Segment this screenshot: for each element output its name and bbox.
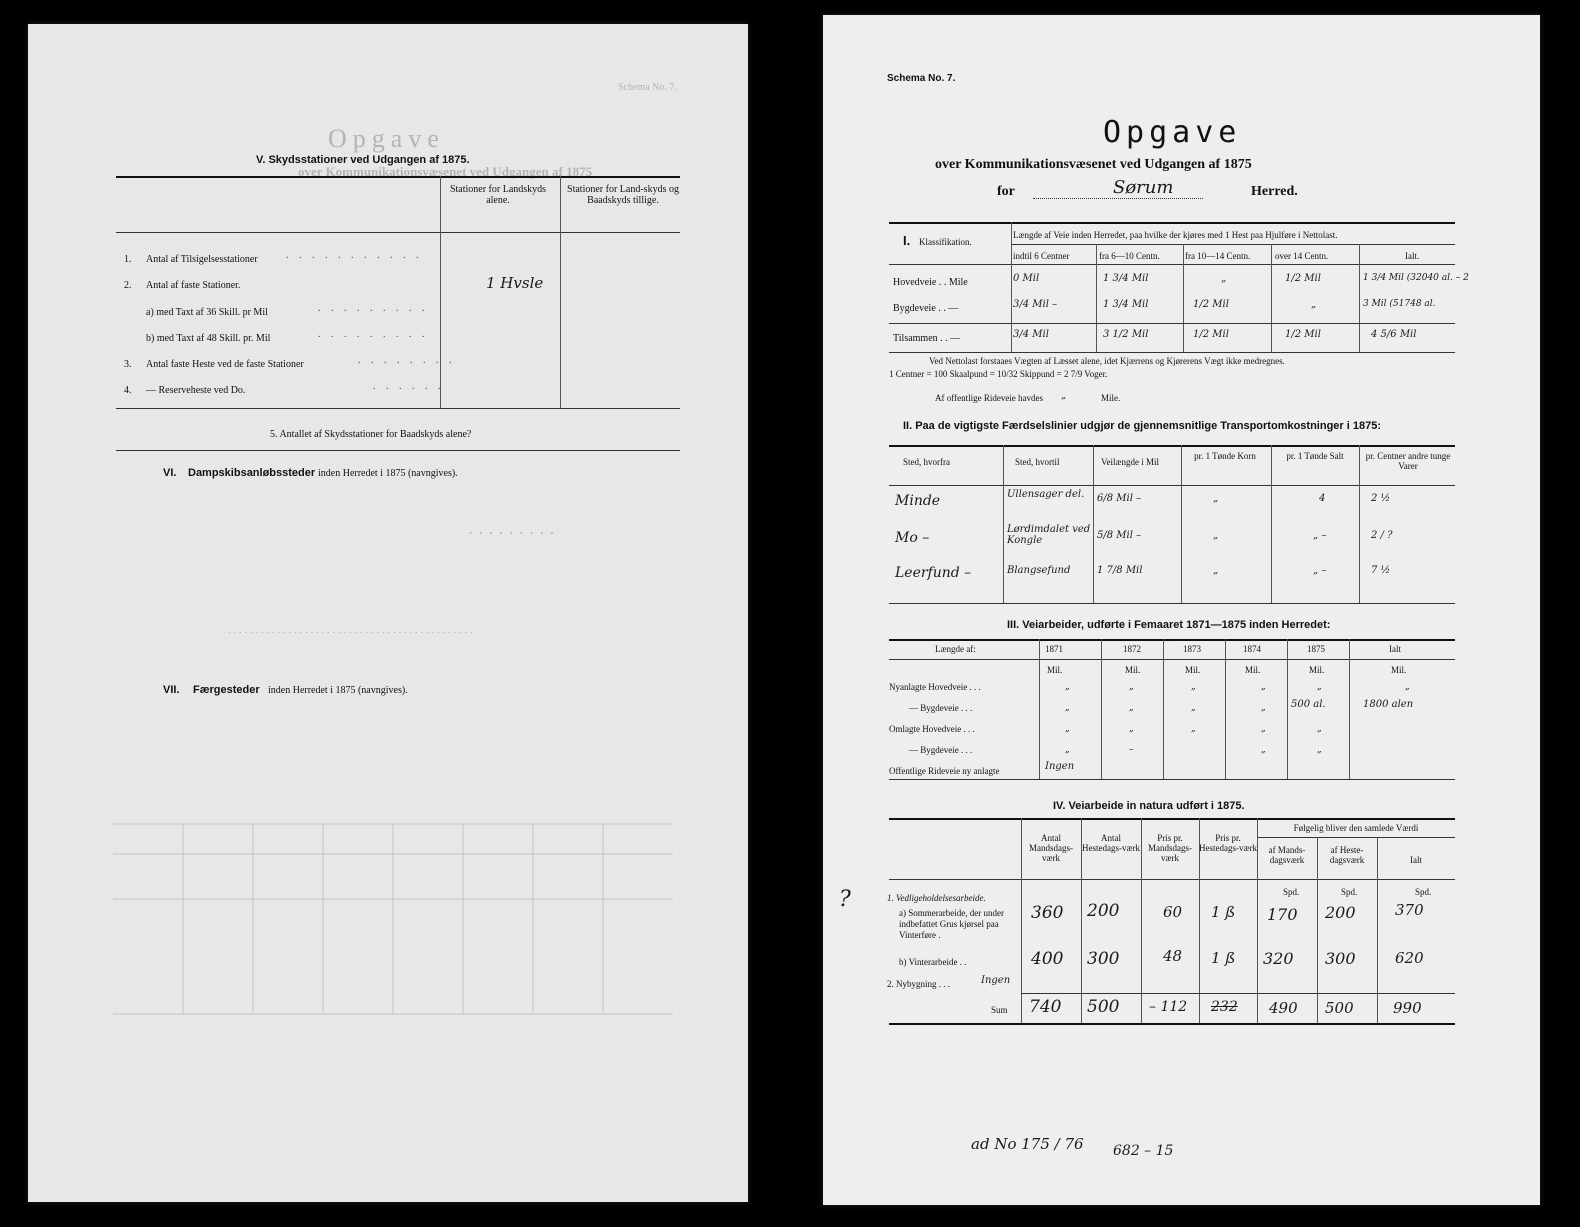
sec1-cell: 1/2 Mil bbox=[1285, 329, 1321, 340]
sec3-cell: Ingen bbox=[1045, 761, 1075, 772]
ride-label: Af offentlige Rideveie havdes bbox=[935, 393, 1044, 403]
sec3-row-label: — Bygdeveie . . . bbox=[909, 703, 973, 713]
sec3-cell: „ bbox=[1261, 682, 1266, 692]
sec1-cell: 1/2 Mil bbox=[1285, 273, 1321, 284]
sec4-cell: 1 ß bbox=[1211, 949, 1236, 967]
sec3-cell: „ bbox=[1065, 682, 1070, 692]
sec4-col: af Mands-dagsværk bbox=[1268, 845, 1306, 865]
row-label: Antal af Tilsigelsesstationer bbox=[146, 254, 258, 265]
sec2-col: Veilængde i Mil bbox=[1101, 457, 1159, 467]
sec2-korn: „ bbox=[1213, 565, 1219, 576]
sec3-unit: Mil. bbox=[1391, 665, 1407, 675]
sec4-cell: 740 bbox=[1029, 997, 1062, 1017]
sec1-row-label: Tilsammen . . — bbox=[893, 333, 961, 344]
ghost-schema: Schema No. 7. bbox=[618, 82, 677, 93]
sec1-note2: 1 Centner = 100 Skaalpund = 10/32 Skippund = 2 7/9 Voger. bbox=[889, 369, 1108, 379]
sec3-year: Ialt bbox=[1389, 644, 1401, 654]
sec4-col: af Heste-dagsværk bbox=[1329, 845, 1365, 865]
schema-label: Schema No. 7. bbox=[887, 73, 956, 84]
sec3-unit: Mil. bbox=[1309, 665, 1325, 675]
sec2-len: 1 7/8 Mil bbox=[1097, 565, 1143, 576]
sec3-cell: „ bbox=[1191, 724, 1196, 734]
sec2-title: II. Paa de vigtigste Færdselslinier udgjør de gjennemsnitlige Transportomkostninger i 1875: bbox=[903, 420, 1382, 432]
sec1-cell: 1 3/4 Mil bbox=[1103, 273, 1149, 284]
sec3-cell: „ bbox=[1065, 745, 1070, 755]
sec4-cell: 320 bbox=[1263, 949, 1294, 968]
sec4-cell: 360 bbox=[1031, 903, 1064, 923]
sec4-col: Ialt bbox=[1410, 855, 1422, 865]
sec1-cell: „ bbox=[1311, 299, 1317, 310]
sec2-salt: 4 bbox=[1319, 493, 1326, 504]
sec3-cell: „ bbox=[1129, 703, 1134, 713]
sec3-cell: „ bbox=[1317, 682, 1322, 692]
left-page: Schema No. 7. Opgave over Kommunikationsvæsenet ved Udgangen af 1875 V. Skydsstationer ved Udgangen af 1875. Stationer for Landskyds alene. Stationer for Land-skyds og Baadskyds tillige. 1. Antal af Tilsigelsesstationer . . . . . . . . . . . 2. Antal af faste Stationer. 1 Hvsle a) med Taxt af 36 Skill. pr Mil . . . . . . . . . b) med Taxt af 48 Skill. pr. Mil . . . . . . . . . 3. Antal faste Heste ved de faste Stationer . . . . . . . . 4. — Reserveheste ved Do. . . . . . . 5. Antallet af Skydsstationer for Baadskyds alene? VI. Dampskibsanløbssteder inden Herredet i 1875 (navngives). . . . . . . . . . . . . . . . . . . . . . . . . . . . . . . . . . . . . . . . . . . . . . . . . . . . . . . VII. Færgesteder inden Herredet i 1875 (navngives). bbox=[28, 24, 748, 1202]
sec1-cell: 0 Mil bbox=[1013, 273, 1040, 284]
for-label: for bbox=[997, 184, 1015, 199]
sec3-cell: „ bbox=[1191, 703, 1196, 713]
sec2-varer: 2 ½ bbox=[1371, 493, 1391, 504]
sec4-cell: 1 ß bbox=[1211, 903, 1236, 921]
sec2-col: Sted, hvortil bbox=[1015, 457, 1060, 467]
sec4-cell: 490 bbox=[1269, 999, 1298, 1017]
sec4-col: Antal Hestedags-værk bbox=[1082, 833, 1140, 853]
sec1-label: Klassifikation. bbox=[919, 237, 972, 247]
right-page bbox=[823, 15, 1540, 1205]
sec2-varer: 7 ½ bbox=[1371, 565, 1391, 576]
sec3-year: 1873 bbox=[1183, 644, 1201, 654]
sec1-cell: 1 3/4 Mil (32040 al. – 2 bbox=[1363, 273, 1469, 283]
sec4-cell: 232 bbox=[1211, 999, 1238, 1015]
sec1-cell: „ bbox=[1221, 273, 1227, 284]
sec4-col: Pris pr. Mandsdags-værk bbox=[1148, 833, 1192, 863]
sec3-len-label: Længde af: bbox=[935, 644, 976, 654]
row-label: b) med Taxt af 48 Skill. pr. Mil bbox=[146, 333, 271, 344]
sec4-cell: 990 bbox=[1393, 999, 1422, 1017]
sec3-cell: „ bbox=[1065, 703, 1070, 713]
sec3-cell: „ bbox=[1191, 682, 1196, 692]
row-label: Antal faste Heste ved de faste Stationer bbox=[146, 359, 304, 370]
sec4-cell: 400 bbox=[1031, 949, 1064, 969]
sec2-len: 6/8 Mil – bbox=[1097, 493, 1142, 504]
sec4-cell: 48 bbox=[1163, 947, 1183, 965]
sec4-cell: 200 bbox=[1087, 901, 1120, 921]
section-vi-num: VI. bbox=[163, 467, 177, 479]
sec3-row-label: Offentlige Rideveie ny anlagte bbox=[889, 766, 1000, 776]
sec4-row-label: 1. Vedligeholdelsesarbeide. bbox=[887, 893, 986, 903]
sec4-cell: Ingen bbox=[981, 975, 1011, 986]
sec3-cell: „ bbox=[1129, 682, 1134, 692]
spd-label: Spd. bbox=[1283, 887, 1300, 897]
sec1-row-label: Hovedveie . . Mile bbox=[893, 277, 968, 288]
sec1-cell: 3/4 Mil bbox=[1013, 329, 1049, 340]
row-label: Antal af faste Stationer. bbox=[146, 280, 241, 291]
sec2-len: 5/8 Mil – bbox=[1097, 530, 1142, 541]
sec4-cell: 620 bbox=[1395, 949, 1424, 967]
sec3-unit: Mil. bbox=[1047, 665, 1063, 675]
section-vii-rest: inden Herredet i 1875 (navngives). bbox=[268, 685, 408, 696]
margin-mark: ? bbox=[839, 887, 851, 912]
sec1-cell: 3 Mil (51748 al. bbox=[1363, 299, 1436, 309]
sec2-salt: „ – bbox=[1313, 530, 1327, 541]
sec3-cell: „ bbox=[1261, 724, 1266, 734]
sec4-cell: 200 bbox=[1325, 903, 1356, 922]
section-vii-title: Færgesteder bbox=[193, 684, 260, 696]
sec2-salt: „ – bbox=[1313, 565, 1327, 576]
sec3-unit: Mil. bbox=[1185, 665, 1201, 675]
ride-value: „ bbox=[1061, 390, 1067, 401]
sec1-cell: 1 3/4 Mil bbox=[1103, 299, 1149, 310]
sec2-col: Sted, hvorfra bbox=[903, 457, 950, 467]
ghost-table bbox=[113, 814, 673, 1024]
row-num: 4. bbox=[124, 385, 132, 396]
sec2-col: pr. 1 Tønde Salt bbox=[1286, 451, 1344, 461]
footer-ref: ad No 175 / 76 bbox=[971, 1135, 1084, 1153]
sec3-unit: Mil. bbox=[1125, 665, 1141, 675]
sec4-cell: 300 bbox=[1087, 949, 1120, 969]
sec1-cell: 3 1/2 Mil bbox=[1103, 329, 1149, 340]
sec3-cell: 500 al. bbox=[1291, 699, 1326, 710]
sec4-cell: – 112 bbox=[1149, 999, 1188, 1015]
spd-label: Spd. bbox=[1415, 887, 1432, 897]
sec1-col: over 14 Centn. bbox=[1275, 251, 1329, 261]
ghost-title: Opgave bbox=[328, 124, 445, 153]
col-landskyds: Stationer for Landskyds alene. bbox=[449, 184, 547, 206]
sec4-cell: 60 bbox=[1163, 903, 1183, 921]
sec1-cell: 1/2 Mil bbox=[1193, 299, 1229, 310]
sec4-col: Antal Mandsdags-værk bbox=[1029, 833, 1073, 863]
section-vi-rest: inden Herredet i 1875 (navngives). bbox=[318, 468, 458, 479]
sec3-row-label: Omlagte Hovedveie . . . bbox=[889, 724, 975, 734]
sec3-cell: „ bbox=[1065, 724, 1070, 734]
row-num: 2. bbox=[124, 280, 132, 291]
sec1-cell: 1/2 Mil bbox=[1193, 329, 1229, 340]
row-5-baadskyds: 5. Antallet af Skydsstationer for Baadskyds alene? bbox=[270, 429, 472, 440]
sec4-title: IV. Veiarbeide in natura udført i 1875. bbox=[1053, 800, 1245, 812]
sec4-row-label: 2. Nybygning . . . bbox=[887, 979, 950, 989]
sec3-cell: „ bbox=[1261, 703, 1266, 713]
sec3-year: 1874 bbox=[1243, 644, 1261, 654]
sec3-cell: „ bbox=[1317, 745, 1322, 755]
sec3-cell: 1800 alen bbox=[1363, 699, 1414, 710]
sec3-title: III. Veiarbeider, udførte i Femaaret 1871—1875 inden Herredet: bbox=[1007, 619, 1331, 631]
sec4-col: Pris pr. Hestedags-værk bbox=[1199, 833, 1257, 853]
sec3-year: 1872 bbox=[1123, 644, 1141, 654]
sec1-col: indtil 6 Centner bbox=[1013, 251, 1070, 261]
spd-label: Spd. bbox=[1341, 887, 1358, 897]
sec2-to: Ullensager del. bbox=[1007, 489, 1085, 500]
sec3-cell: „ bbox=[1261, 745, 1266, 755]
ride-unit: Mile. bbox=[1101, 393, 1121, 403]
page-title: Opgave bbox=[1103, 115, 1242, 150]
sec3-cell: „ bbox=[1317, 724, 1322, 734]
section-v-title: V. Skydsstationer ved Udgangen af 1875. bbox=[256, 154, 470, 166]
sec4-cell: 500 bbox=[1325, 999, 1354, 1017]
sec3-cell: „ bbox=[1129, 724, 1134, 734]
handwritten-station: 1 Hvsle bbox=[486, 274, 544, 292]
sec4-cell: 300 bbox=[1325, 949, 1356, 968]
sec2-from: Minde bbox=[895, 493, 941, 509]
sec2-col: pr. 1 Tønde Korn bbox=[1194, 451, 1256, 461]
section-vi-title: Dampskibsanløbssteder bbox=[188, 467, 316, 479]
herred-label: Herred. bbox=[1251, 184, 1298, 199]
sec2-korn: „ bbox=[1213, 493, 1219, 504]
sec2-varer: 2 / ? bbox=[1371, 530, 1393, 541]
sec3-cell: – bbox=[1129, 745, 1134, 755]
sec4-row-label: b) Vinterarbeide . . bbox=[899, 957, 967, 967]
col-both: Stationer for Land-skyds og Baadskyds tillige. bbox=[567, 184, 679, 206]
row-num: 1. bbox=[124, 254, 132, 265]
sec1-col: fra 10—14 Centn. bbox=[1185, 251, 1251, 261]
sec1-col: Ialt. bbox=[1405, 251, 1420, 261]
section-vii-num: VII. bbox=[163, 684, 180, 696]
row-label: — Reserveheste ved Do. bbox=[146, 385, 246, 396]
sec2-to: Lørdimdalet ved Kongle bbox=[1007, 524, 1091, 546]
sec4-group: Følgelig bliver den samlede Værdi bbox=[1293, 823, 1419, 833]
sec3-year: 1875 bbox=[1307, 644, 1325, 654]
sec1-row-label: Bygdeveie . . — bbox=[893, 303, 959, 314]
sec4-row-label: a) Sommerarbeide, der under indbefattet Grus kjørsel paa Vinterføre . bbox=[899, 908, 1004, 940]
sec2-from: Mo – bbox=[895, 530, 930, 546]
sec1-cell: 4 5/6 Mil bbox=[1371, 329, 1417, 340]
sec1-col: fra 6—10 Centn. bbox=[1099, 251, 1160, 261]
sec4-cell: 500 bbox=[1087, 997, 1120, 1017]
sec4-row-label: Sum bbox=[991, 1005, 1008, 1015]
sec4-cell: 370 bbox=[1395, 901, 1424, 919]
sec1-note1: Ved Nettolast forstaaes Vægten af Læsset alene, idet Kjærrens og Kjørerens Vægt ikke medregnes. bbox=[929, 356, 1285, 366]
sec2-col: pr. Centner andre tunge Varer bbox=[1365, 451, 1451, 471]
sec3-row-label: — Bygdeveie . . . bbox=[909, 745, 973, 755]
herred-name: Sørum bbox=[1113, 177, 1174, 198]
page-subtitle: over Kommunikationsvæsenet ved Udgangen af 1875 bbox=[935, 157, 1252, 172]
row-num: 3. bbox=[124, 359, 132, 370]
row-label: a) med Taxt af 36 Skill. pr Mil bbox=[146, 307, 268, 318]
sec3-cell: „ bbox=[1405, 682, 1410, 692]
sec1-header: Længde af Veie inden Herredet, paa hvilke der kjøres med 1 Hest paa Hjulføre i Nettolast. bbox=[1013, 230, 1338, 240]
sec3-row-label: Nyanlagte Hovedveie . . . bbox=[889, 682, 981, 692]
sec1-cell: 3/4 Mil – bbox=[1013, 299, 1058, 310]
footer-number: 682 – 15 bbox=[1113, 1143, 1174, 1159]
ghost-subtitle: over Kommunikationsvæsenet ved Udgangen af 1875 bbox=[298, 164, 593, 179]
sec2-korn: „ bbox=[1213, 530, 1219, 541]
sec1-num: I. bbox=[903, 233, 911, 248]
sec3-year: 1871 bbox=[1045, 644, 1063, 654]
sec2-to: Blangsefund bbox=[1007, 565, 1071, 576]
sec2-from: Leerfund – bbox=[895, 565, 972, 581]
sec4-cell: 170 bbox=[1267, 905, 1298, 924]
sec3-unit: Mil. bbox=[1245, 665, 1261, 675]
